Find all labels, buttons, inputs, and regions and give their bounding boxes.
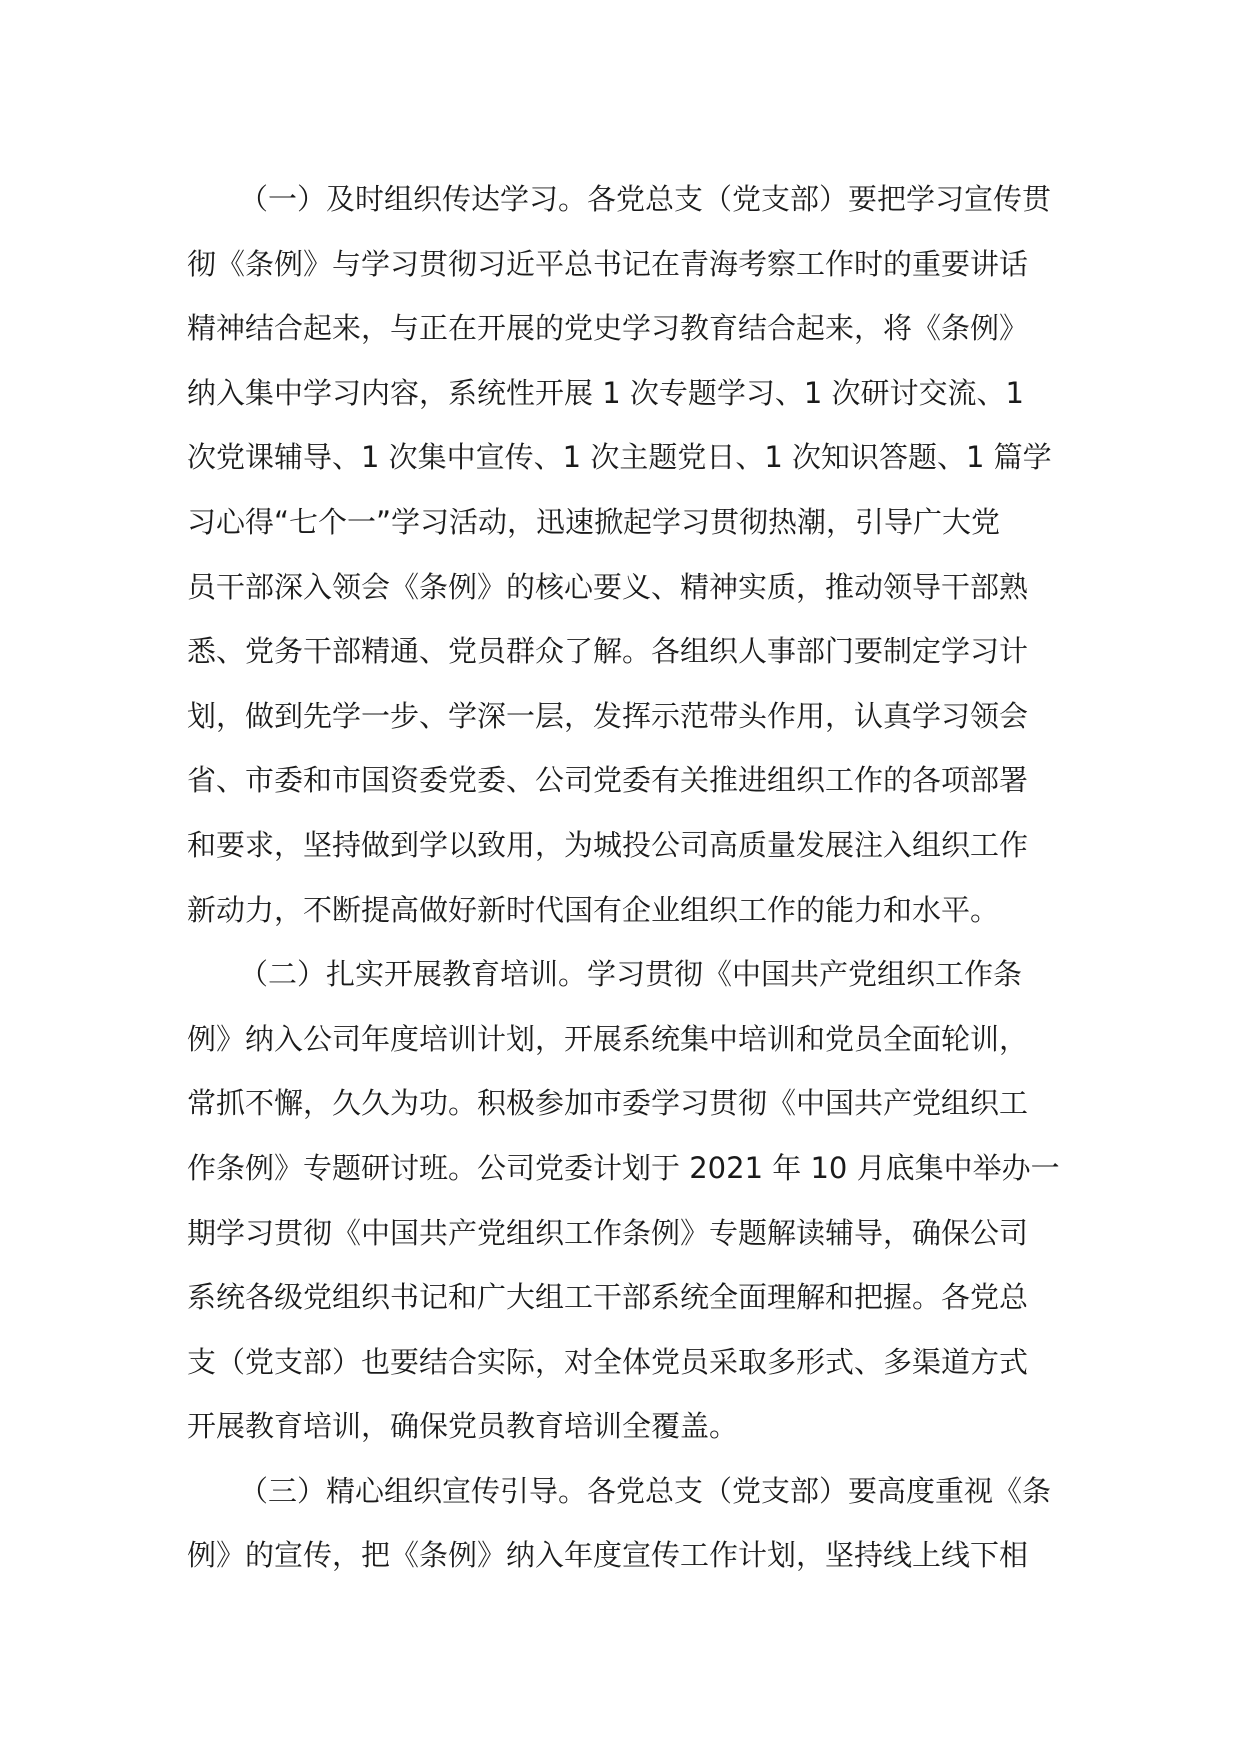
paragraph-line: 精神结合起来，与正在开展的党史学习教育结合起来，将《条例》 xyxy=(187,311,1029,346)
paragraph-3 xyxy=(187,1459,1067,1588)
paragraph-line: 和要求，坚持做到学以致用，为城投公司高质量发展注入组织工作 xyxy=(187,827,1029,862)
paragraph-line: 作条例》专题研讨班。公司党委计划于 2021 年 10 月底集中举办一 xyxy=(187,1150,1060,1185)
paragraph-line: （三）精心组织宣传引导。各党总支（党支部）要高度重视《条 xyxy=(239,1473,1052,1508)
paragraph-line: 常抓不懈，久久为功。积极参加市委学习贯彻《中国共产党组织工 xyxy=(187,1086,1029,1121)
paragraph-line: 例》纳入公司年度培训计划，开展系统集中培训和党员全面轮训， xyxy=(187,1021,1029,1056)
paragraph-line: 系统各级党组织书记和广大组工干部系统全面理解和把握。各党总 xyxy=(187,1280,1029,1315)
paragraph-line: 省、市委和市国资委党委、公司党委有关推进组织工作的各项部署 xyxy=(187,763,1029,798)
document-body xyxy=(187,167,1067,1588)
paragraph-line: （二）扎实开展教育培训。学习贯彻《中国共产党组织工作条 xyxy=(239,957,1023,992)
paragraph-line: 划，做到先学一步、学深一层，发挥示范带头作用，认真学习领会 xyxy=(187,698,1029,733)
paragraph-2 xyxy=(187,942,1067,1459)
paragraph-line: 员干部深入领会《条例》的核心要义、精神实质，推动领导干部熟 xyxy=(187,569,1029,604)
paragraph-line: 次党课辅导、1 次集中宣传、1 次主题党日、1 次知识答题、1 篇学 xyxy=(187,440,1052,475)
paragraph-line: （一）及时组织传达学习。各党总支（党支部）要把学习宣传贯 xyxy=(239,182,1052,216)
paragraph-line: 彻《条例》与学习贯彻习近平总书记在青海考察工作时的重要讲话 xyxy=(187,246,1029,281)
paragraph-line: 支（党支部）也要结合实际，对全体党员采取多形式、多渠道方式 xyxy=(187,1344,1029,1379)
paragraph-line: 例》的宣传，把《条例》纳入年度宣传工作计划，坚持线上线下相 xyxy=(187,1538,1029,1573)
paragraph-1 xyxy=(187,167,1067,942)
paragraph-line: 开展教育培训，确保党员教育培训全覆盖。 xyxy=(187,1409,739,1444)
paragraph-line: 期学习贯彻《中国共产党组织工作条例》专题解读辅导，确保公司 xyxy=(187,1215,1029,1250)
paragraph-line: 新动力，不断提高做好新时代国有企业组织工作的能力和水平。 xyxy=(187,892,1000,927)
paragraph-line: 悉、党务干部精通、党员群众了解。各组织人事部门要制定学习计 xyxy=(187,634,1029,669)
paragraph-line: 习心得“七个一”学习活动，迅速掀起学习贯彻热潮，引导广大党 xyxy=(187,504,1001,539)
paragraph-line: 纳入集中学习内容，系统性开展 1 次专题学习、1 次研讨交流、1 xyxy=(187,375,1025,410)
